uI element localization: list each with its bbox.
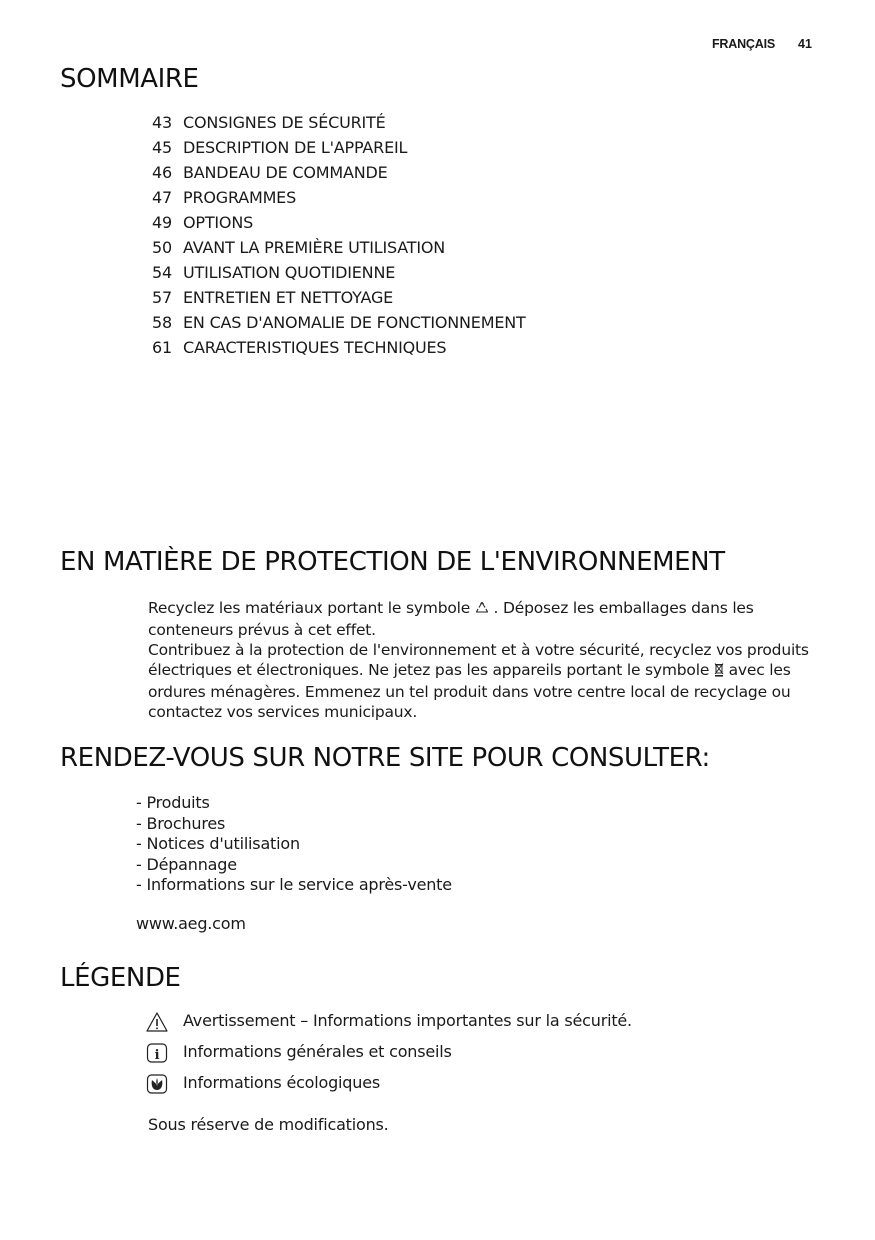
visit-list bbox=[136, 793, 452, 896]
toc-page-number: 58 bbox=[152, 313, 172, 332]
toc-label: AVANT LA PREMIÈRE UTILISATION bbox=[183, 238, 445, 257]
toc-label: ENTRETIEN ET NETTOYAGE bbox=[183, 288, 394, 307]
toc-item[interactable] bbox=[152, 187, 526, 212]
legend-item-info bbox=[145, 1042, 632, 1073]
website-link[interactable]: www.aeg.com bbox=[136, 914, 246, 933]
environment-title: EN MATIÈRE DE PROTECTION DE L'ENVIRONNEMENT bbox=[60, 547, 725, 577]
toc-item[interactable] bbox=[152, 287, 526, 312]
toc-label: CONSIGNES DE SÉCURITÉ bbox=[183, 113, 386, 132]
environment-text-span: Contribuez à la protection de l'environnement et à votre sécurité, recyclez vos produits électriques et électroniques. Ne jetez pas les appareils portant le symbole bbox=[148, 641, 809, 679]
legend-list bbox=[145, 1011, 632, 1104]
toc-label: CARACTERISTIQUES TECHNIQUES bbox=[183, 338, 447, 357]
toc-label: BANDEAU DE COMMANDE bbox=[183, 163, 388, 182]
toc-page-number: 47 bbox=[152, 188, 172, 207]
toc-label: EN CAS D'ANOMALIE DE FONCTIONNEMENT bbox=[183, 313, 526, 332]
recycle-icon bbox=[475, 600, 489, 620]
toc-item[interactable] bbox=[152, 137, 526, 162]
toc-page-number: 57 bbox=[152, 288, 172, 307]
crossed-bin-icon bbox=[714, 662, 724, 682]
info-icon bbox=[145, 1042, 183, 1064]
list-item: - Informations sur le service après-vente bbox=[136, 875, 452, 895]
environment-paragraph-1 bbox=[148, 598, 828, 640]
list-item: - Dépannage bbox=[136, 854, 237, 874]
toc-item[interactable] bbox=[152, 162, 526, 187]
toc-page-number: 54 bbox=[152, 263, 172, 282]
list-item: - Produits bbox=[136, 793, 210, 812]
header-page-number: 41 bbox=[798, 37, 812, 51]
toc-page-number: 46 bbox=[152, 163, 172, 182]
toc-item[interactable] bbox=[152, 237, 526, 262]
legend-item-warning bbox=[145, 1011, 632, 1042]
toc-page-number: 61 bbox=[152, 338, 172, 357]
footer-note: Sous réserve de modifications. bbox=[148, 1115, 389, 1134]
toc-item[interactable] bbox=[152, 262, 526, 287]
eco-icon bbox=[145, 1073, 183, 1095]
toc-item[interactable] bbox=[152, 337, 526, 362]
toc-item[interactable] bbox=[152, 112, 526, 137]
list-item: - Brochures bbox=[136, 813, 226, 833]
environment-text bbox=[148, 598, 828, 722]
header-language: FRANÇAIS bbox=[712, 37, 775, 51]
legend-text: Informations écologiques bbox=[183, 1073, 380, 1092]
toc-title: SOMMAIRE bbox=[60, 64, 199, 94]
toc-label: OPTIONS bbox=[183, 213, 254, 232]
toc-page-number: 49 bbox=[152, 213, 172, 232]
toc-item[interactable] bbox=[152, 312, 526, 337]
legend-text: Avertissement – Informations importantes sur la sécurité. bbox=[183, 1011, 632, 1030]
toc-label: DESCRIPTION DE L'APPAREIL bbox=[183, 138, 408, 157]
toc-label: PROGRAMMES bbox=[183, 188, 297, 207]
toc-item[interactable] bbox=[152, 212, 526, 237]
toc-page-number: 43 bbox=[152, 113, 172, 132]
list-item: - Notices d'utilisation bbox=[136, 834, 300, 854]
environment-text-span: Recyclez les matériaux portant le symbole bbox=[148, 599, 471, 617]
legend-text: Informations générales et conseils bbox=[183, 1042, 452, 1061]
toc-page-number: 45 bbox=[152, 138, 172, 157]
toc-page-number: 50 bbox=[152, 238, 172, 257]
environment-paragraph-2 bbox=[148, 640, 828, 722]
visit-title: RENDEZ-VOUS SUR NOTRE SITE POUR CONSULTER: bbox=[60, 743, 710, 773]
legend-title: LÉGENDE bbox=[60, 963, 181, 993]
svg-text:i: i bbox=[154, 1048, 160, 1063]
toc-label: UTILISATION QUOTIDIENNE bbox=[183, 263, 396, 282]
toc-list bbox=[152, 112, 526, 362]
environment-text-span: . Déposez les emballages dans les conteneurs prévus à cet effet. bbox=[148, 599, 754, 639]
warning-icon bbox=[145, 1011, 183, 1033]
legend-item-eco bbox=[145, 1073, 632, 1104]
environment-text-span: avec les ordures ménagères. Emmenez un tel produit dans votre centre local de recyclage ou contactez vos services municipaux. bbox=[148, 661, 791, 721]
